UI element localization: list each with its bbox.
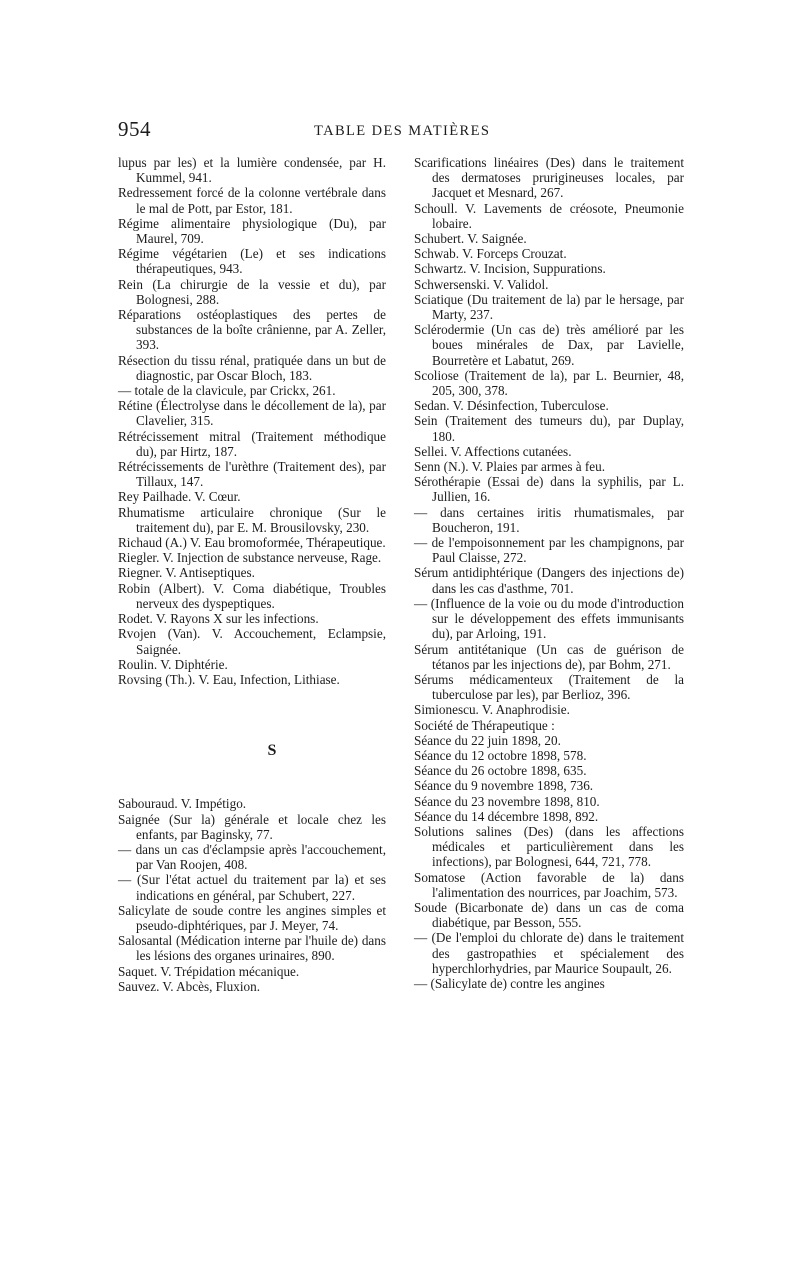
index-entry: Rey Pailhade. V. Cœur.: [118, 489, 241, 505]
index-entry: Robin (Albert). V. Coma diabétique, Troubles nerveux des dyspeptiques.: [118, 580, 386, 611]
index-entry: Senn (N.). V. Plaies par armes à feu.: [414, 459, 606, 475]
index-entry: Richaud (A.) V. Eau bromoformée, Thérapeutique.: [118, 535, 386, 551]
index-entry: Saquet. V. Trépidation mécanique.: [118, 963, 300, 979]
index-entry: Séance du 26 octobre 1898, 635.: [414, 763, 587, 779]
index-entry: Redressement forcé de la colonne vertébrale dans le mal de Pott, par Estor, 181.: [118, 185, 386, 216]
index-entry: Schwartz. V. Incision, Suppurations.: [414, 261, 606, 277]
index-entry: Salicylate de soude contre les angines simples et pseudo-diphtériques, par J. Meyer, 74.: [118, 902, 386, 933]
index-entry: — (De l'emploi du chlorate de) dans le traitement des gastropathies et spécialement des hyperchlorhydries, par Maurice Soupault, 26.: [414, 930, 684, 976]
index-entry: Résection du tissu rénal, pratiquée dans un but de diagnostic, par Oscar Bloch, 183.: [118, 352, 386, 383]
index-entry: Rétrécissements de l'urèthre (Traitement des), par Tillaux, 147.: [118, 459, 386, 490]
index-entry: Régime végétarien (Le) et ses indications thérapeutiques, 943.: [118, 246, 386, 277]
index-entry: Séance du 23 novembre 1898, 810.: [414, 793, 600, 809]
left-column: [118, 155, 386, 994]
index-entry: Schwersenski. V. Validol.: [414, 276, 549, 292]
index-entry: Scarifications linéaires (Des) dans le traitement des dermatoses prurigineuses locales, par Jacquet et Mesnard, 267.: [414, 155, 684, 201]
index-entry: Salosantal (Médication interne par l'huile de) dans les lésions des organes urinaires, 890.: [118, 933, 386, 964]
index-entry: — de l'empoisonnement par les champignons, par Paul Claisse, 272.: [414, 535, 684, 566]
index-entry: Sabouraud. V. Impétigo.: [118, 796, 247, 812]
index-entry: — (Influence de la voie ou du mode d'introduction sur le développement des effets immunisants du), par Arloing, 191.: [414, 595, 684, 642]
page-number: 954: [118, 117, 151, 141]
index-entry: Sauvez. V. Abcès, Fluxion.: [118, 978, 261, 994]
index-entry: Simionescu. V. Anaphrodisie.: [414, 702, 570, 718]
index-entry: Roulin. V. Diphtérie.: [118, 656, 228, 672]
index-entry: Rétrécissement mitral (Traitement méthodique du), par Hirtz, 187.: [118, 428, 386, 459]
index-entry: Sclérodermie (Un cas de) très amélioré par les boues minérales de Dax, par Lavielle, Bourretère et Labatut, 269.: [414, 322, 684, 368]
index-entry: Sein (Traitement des tumeurs du), par Duplay, 180.: [414, 413, 684, 444]
index-entry: — (Salicylate de) contre les angines: [414, 975, 605, 991]
index-entry: Soude (Bicarbonate de) dans un cas de coma diabétique, par Besson, 555.: [414, 899, 684, 931]
index-entry: Sciatique (Du traitement de la) par le hersage, par Marty, 237.: [414, 291, 684, 323]
index-entry: Séance du 9 novembre 1898, 736.: [414, 778, 594, 794]
index-entry: Sérum antidiphtérique (Dangers des injections de) dans les cas d'asthme, 701.: [414, 565, 684, 596]
section-letter: S: [267, 742, 277, 760]
index-entry: Somatose (Action favorable de la) dans l'alimentation des nourrices, par Joachim, 573.: [414, 869, 684, 900]
index-entry: Sérums médicamenteux (Traitement de la tuberculose par les), par Berlioz, 396.: [414, 671, 684, 703]
index-entry: Riegner. V. Antiseptiques.: [118, 565, 255, 581]
index-entry: Riegler. V. Injection de substance nerveuse, Rage.: [118, 550, 382, 566]
index-entry: lupus par les) et la lumière condensée, par H. Kummel, 941.: [118, 155, 386, 186]
index-entry: Rvojen (Van). V. Accouchement, Eclampsie, Saignée.: [118, 626, 386, 657]
index-entry: Rhumatisme articulaire chronique (Sur le traitement du), par E. M. Brousilovsky, 230.: [118, 504, 386, 535]
right-column: [414, 155, 684, 991]
index-entry: Rétine (Électrolyse dans le décollement de la), par Clavelier, 315.: [118, 398, 386, 429]
index-entry: Schwab. V. Forceps Crouzat.: [414, 246, 567, 262]
index-entry: Société de Thérapeutique :: [414, 717, 555, 733]
index-entry: Sedan. V. Désinfection, Tuberculose.: [414, 398, 609, 414]
index-entry: Schoull. V. Lavements de créosote, Pneumonie lobaire.: [414, 200, 684, 231]
index-entry: Sérum antitétanique (Un cas de guérison de tétanos par les injections de), par Bohm, 271.: [414, 641, 684, 672]
index-entry: Solutions salines (Des) (dans les affections médicales et particulièrement dans les infections), par Bolognesi, 644, 721, 778.: [414, 823, 684, 870]
page-header: [118, 117, 688, 143]
index-entry: Scoliose (Traitement de la), par L. Beurnier, 48, 205, 300, 378.: [414, 367, 684, 399]
index-entry: Séance du 12 octobre 1898, 578.: [414, 747, 587, 763]
index-entry: Sérothérapie (Essai de) dans la syphilis, par L. Jullien, 16.: [414, 474, 684, 505]
index-entry: Rovsing (Th.). V. Eau, Infection, Lithiase.: [118, 671, 340, 687]
index-entry: Saignée (Sur la) générale et locale chez les enfants, par Baginsky, 77.: [118, 811, 386, 842]
index-entry: Réparations ostéoplastiques des pertes de substances de la boîte crânienne, par A. Zeller, 393.: [118, 307, 386, 353]
index-entry: — dans un cas d'éclampsie après l'accouchement, par Van Roojen, 408.: [118, 841, 386, 873]
index-entry: — dans certaines iritis rhumatismales, par Boucheron, 191.: [414, 504, 684, 535]
index-entry: — totale de la clavicule, par Crickx, 261.: [118, 383, 336, 399]
index-entry: Séance du 22 juin 1898, 20.: [414, 732, 561, 748]
index-entry: Sellei. V. Affections cutanées.: [414, 443, 572, 459]
index-entry: — (Sur l'état actuel du traitement par la) et ses indications en général, par Schubert, 227.: [118, 872, 386, 903]
index-entry: Séance du 14 décembre 1898, 892.: [414, 808, 599, 824]
index-entry: Rein (La chirurgie de la vessie et du), par Bolognesi, 288.: [118, 276, 386, 307]
index-entry: Rodet. V. Rayons X sur les infections.: [118, 611, 319, 627]
index-entry: Régime alimentaire physiologique (Du), par Maurel, 709.: [118, 215, 386, 247]
index-entry: Schubert. V. Saignée.: [414, 231, 527, 247]
running-head: TABLE DES MATIÈRES: [314, 123, 491, 139]
